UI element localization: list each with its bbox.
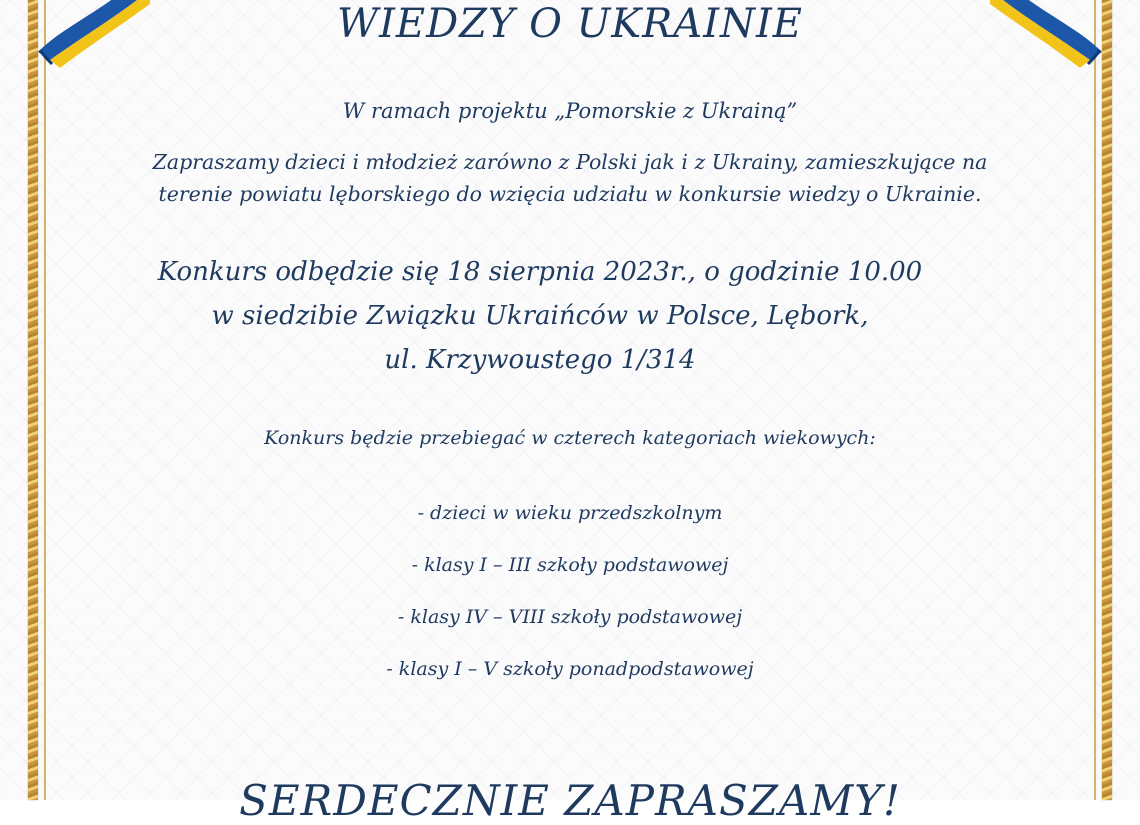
left-inner-border-line <box>44 0 46 800</box>
invitation-line: Zapraszamy dzieci i młodzież zarówno z Polski jak i z Ukrainy, zamieszkujące na <box>152 150 988 174</box>
left-gold-rope-border <box>28 0 38 800</box>
categories-intro: Konkurs będzie przebiegać w czterech kategoriach wiekowych: <box>264 427 876 449</box>
category-item: - klasy I – V szkoły ponadpodstawowej <box>386 658 754 680</box>
closing-invitation: SERDECZNIE ZAPRASZAMY! <box>239 776 901 825</box>
invitation-text <box>60 146 1080 210</box>
event-details <box>20 250 1060 382</box>
poster-title: WIEDZY O UKRAINIE <box>336 1 803 47</box>
event-date-line: Konkurs odbędzie się 18 sierpnia 2023r., o godzinie 10.00 <box>157 257 923 287</box>
event-venue-line: w siedzibie Związku Ukraińców w Polsce, Lębork, <box>211 301 869 331</box>
invitation-line: terenie powiatu lęborskiego do wzięcia udziału w konkursie wiedzy o Ukrainie. <box>158 182 982 206</box>
category-item: - klasy I – III szkoły podstawowej <box>411 554 729 576</box>
category-item: - klasy IV – VIII szkoły podstawowej <box>397 606 743 628</box>
right-inner-border-line <box>1094 0 1096 800</box>
category-item: - dzieci w wieku przedszkolnym <box>417 502 723 524</box>
right-gold-rope-border <box>1102 0 1112 800</box>
project-line: W ramach projektu „Pomorskie z Ukrainą” <box>342 99 798 123</box>
event-address-line: ul. Krzywoustego 1/314 <box>384 345 696 375</box>
